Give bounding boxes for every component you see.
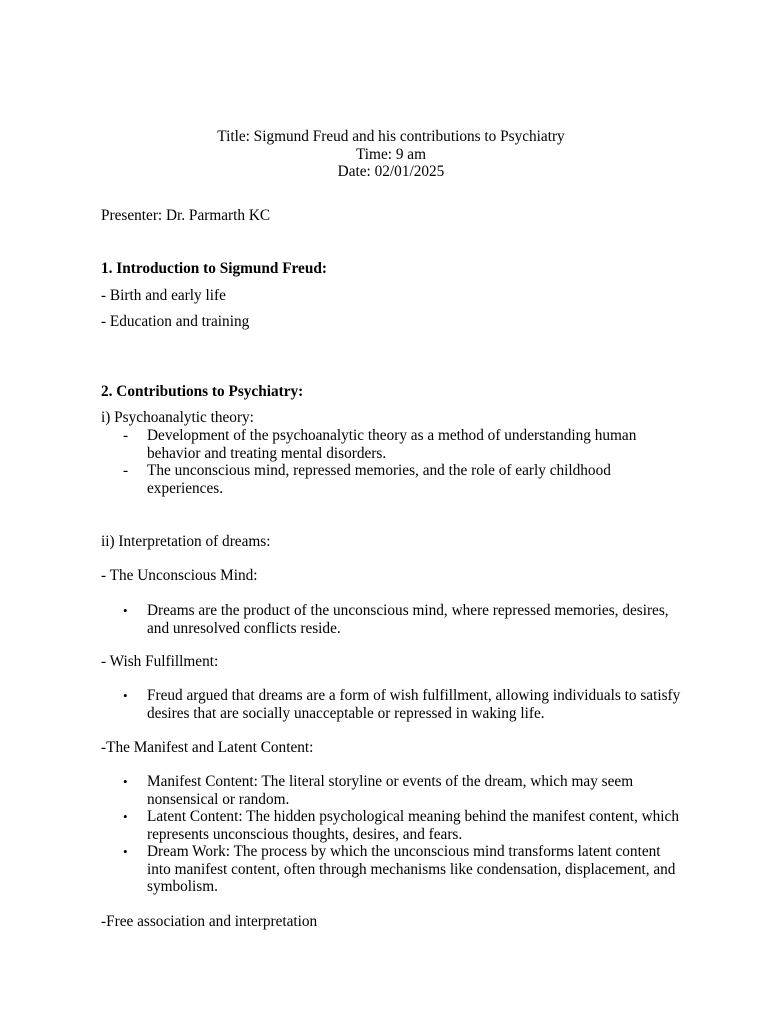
list-item-text: Latent Content: The hidden psychological meaning behind the manifest content, which represents unconscious thoughts, desires, and fears. (147, 808, 679, 843)
list-item-text: Freud argued that dreams are a form of wish fulfillment, allowing individuals to satisfy desires that are socially unacceptable or repressed in waking life. (147, 687, 681, 722)
manifest-latent-label: -The Manifest and Latent Content: (101, 739, 314, 756)
bullet-marker: • (123, 844, 128, 859)
list-item-text: The unconscious mind, repressed memories, and the role of early childhood experiences. (147, 462, 611, 497)
list-item (101, 462, 681, 497)
list-item (101, 427, 681, 462)
free-association-label: -Free association and interpretation (101, 913, 318, 930)
bullet-marker: • (123, 809, 128, 824)
list-item-text: Manifest Content: The literal storyline or events of the dream, which may seem nonsensical or random. (147, 773, 634, 808)
document-date: Date: 02/01/2025 (337, 163, 445, 180)
bullet-marker: • (123, 688, 128, 703)
unconscious-mind-label: - The Unconscious Mind: (101, 567, 258, 584)
wish-fulfillment-list (101, 687, 681, 722)
section2-heading: 2. Contributions to Psychiatry: (101, 383, 304, 400)
list-item (101, 843, 681, 896)
list-item (101, 602, 681, 637)
presenter-line: Presenter: Dr. Parmarth KC (101, 207, 271, 224)
psychoanalytic-theory-list (101, 427, 681, 497)
wish-fulfillment-label: - Wish Fulfillment: (101, 653, 219, 670)
dreams-label: ii) Interpretation of dreams: (101, 533, 271, 550)
list-item (101, 773, 681, 808)
document-time: Time: 9 am (356, 145, 426, 163)
list-item (101, 687, 681, 722)
list-item-text: Dream Work: The process by which the unconscious mind transforms latent content into manifest content, often through mechanisms like condensation, displacement, and symbolism. (147, 843, 676, 895)
bullet-marker: • (123, 603, 128, 618)
list-item-text: Development of the psychoanalytic theory as a method of understanding human behavior and treating mental disorders. (147, 427, 637, 462)
manifest-latent-list (101, 773, 681, 896)
document-header (0, 128, 768, 181)
section1-heading: 1. Introduction to Sigmund Freud: (101, 260, 327, 277)
section1-item-birth: - Birth and early life (101, 287, 226, 304)
list-item (101, 808, 681, 843)
psychoanalytic-theory-label: i) Psychoanalytic theory: (101, 409, 254, 426)
unconscious-mind-list (101, 602, 681, 637)
dash-marker: - (123, 462, 129, 479)
dash-marker: - (123, 427, 129, 444)
bullet-marker: • (123, 774, 128, 789)
section1-item-education: - Education and training (101, 313, 250, 330)
document-title: Title: Sigmund Freud and his contributions to Psychiatry (217, 128, 565, 145)
list-item-text: Dreams are the product of the unconscious mind, where repressed memories, desires, and unresolved conflicts reside. (147, 602, 669, 637)
